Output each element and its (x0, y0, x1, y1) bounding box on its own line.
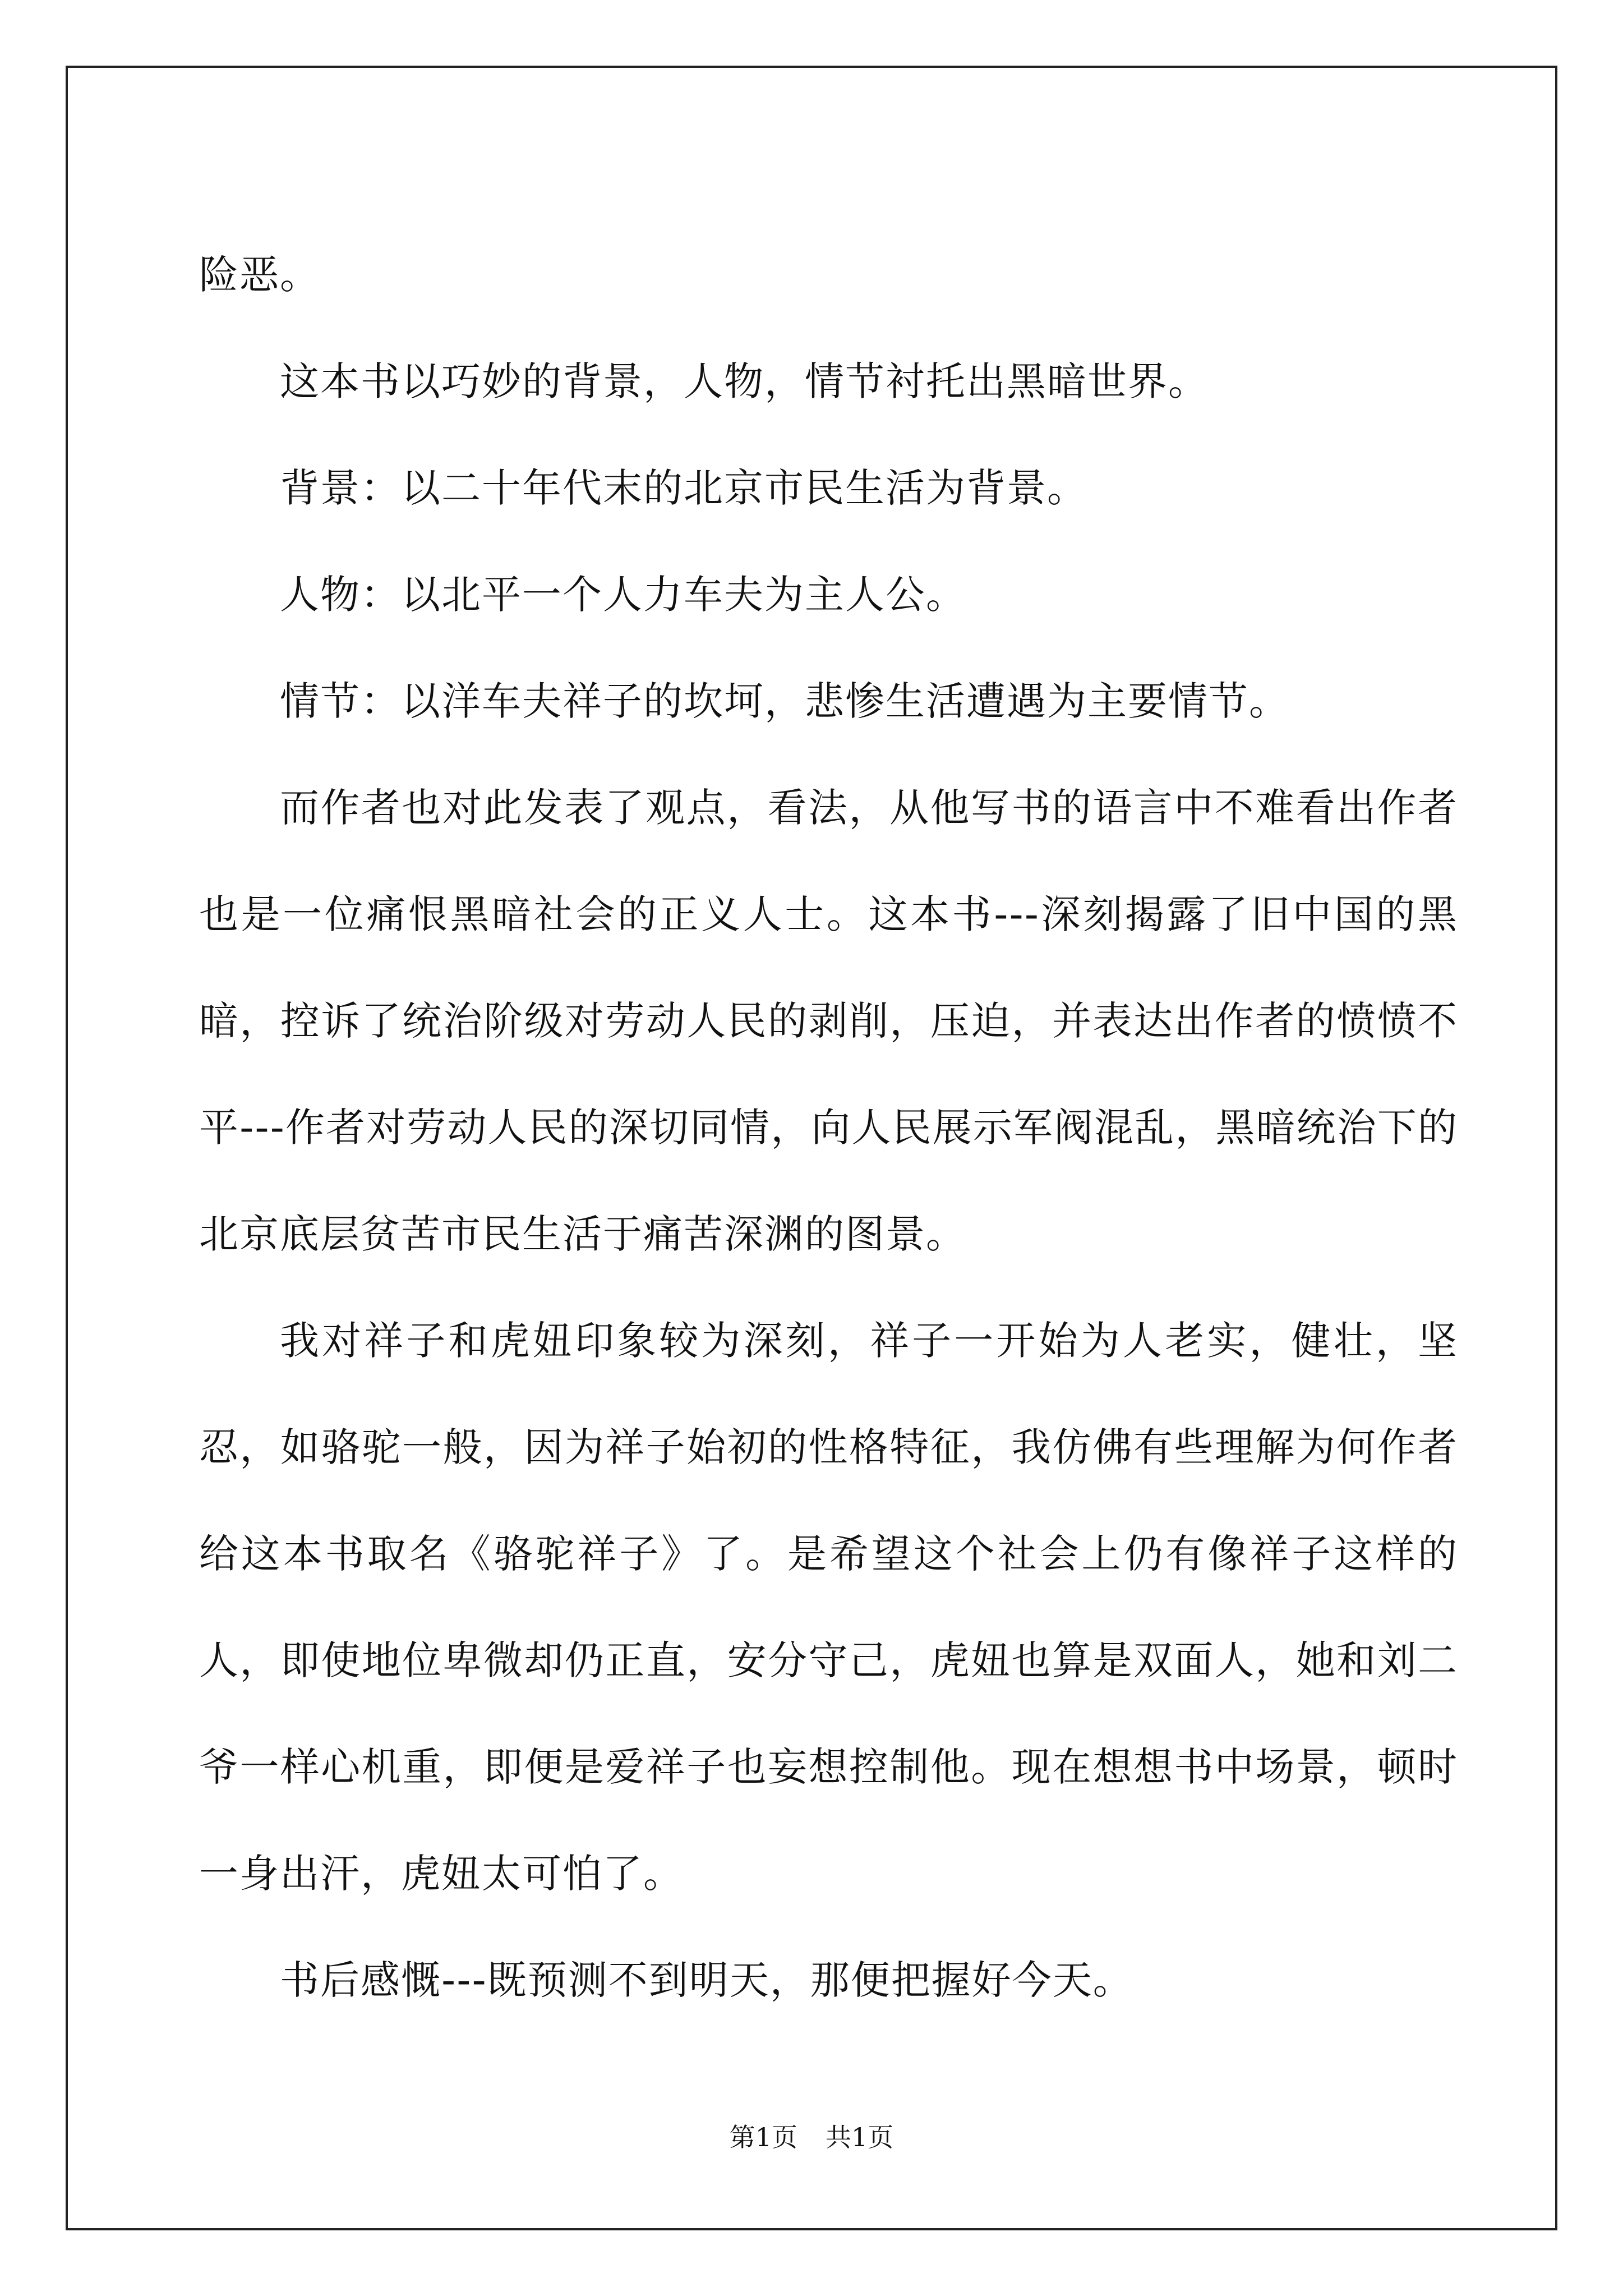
page-number-total: 共1页 (826, 2122, 894, 2152)
paragraph-2: 这本书以巧妙的背景，人物，情节衬托出黑暗世界。 (280, 358, 1209, 404)
page-number-current: 第1页 (729, 2122, 797, 2152)
paragraph-6: 而作者也对此发表了观点，看法，从他写书的语言中不难看出作者也是一位痛恨黑暗社会的正义人士。这本书---深刻揭露了旧中国的黑暗，控诉了统治阶级对劳动人民的剥削，压迫，并表达出作者的愤愤不平---作者对劳动人民的深切同情，向人民展示军阀混乱，黑暗统治下的北京底层贫苦市民生活于痛苦深渊的图景。 (199, 785, 1458, 1257)
paragraph-4: 人物：以北平一个人力车夫为主人公。 (280, 572, 966, 618)
paragraph-7: 我对祥子和虎妞印象较为深刻，祥子一开始为人老实，健壮，坚忍，如骆驼一般，因为祥子始初的性格特征，我仿佛有些理解为何作者给这本书取名《骆驼祥子》了。是希望这个社会上仍有像祥子这样的人，即使地位卑微却仍正直，安分守己，虎妞也算是双面人，她和刘二爷一样心机重，即便是爱祥子也妄想控制他。现在想想书中场景，顿时一身出汗，虎妞太可怕了。 (199, 1318, 1458, 1897)
document-body (199, 222, 1458, 2033)
paragraph-5: 情节：以洋车夫祥子的坎坷，悲惨生活遭遇为主要情节。 (280, 678, 1289, 724)
paragraph-1: 险恶。 (199, 252, 320, 298)
page-footer (0, 2120, 1623, 2154)
paragraph-8: 书后感慨---既预测不到明天，那便把握好今天。 (280, 1957, 1133, 2003)
paragraph-3: 背景：以二十年代末的北京市民生活为背景。 (280, 465, 1087, 511)
